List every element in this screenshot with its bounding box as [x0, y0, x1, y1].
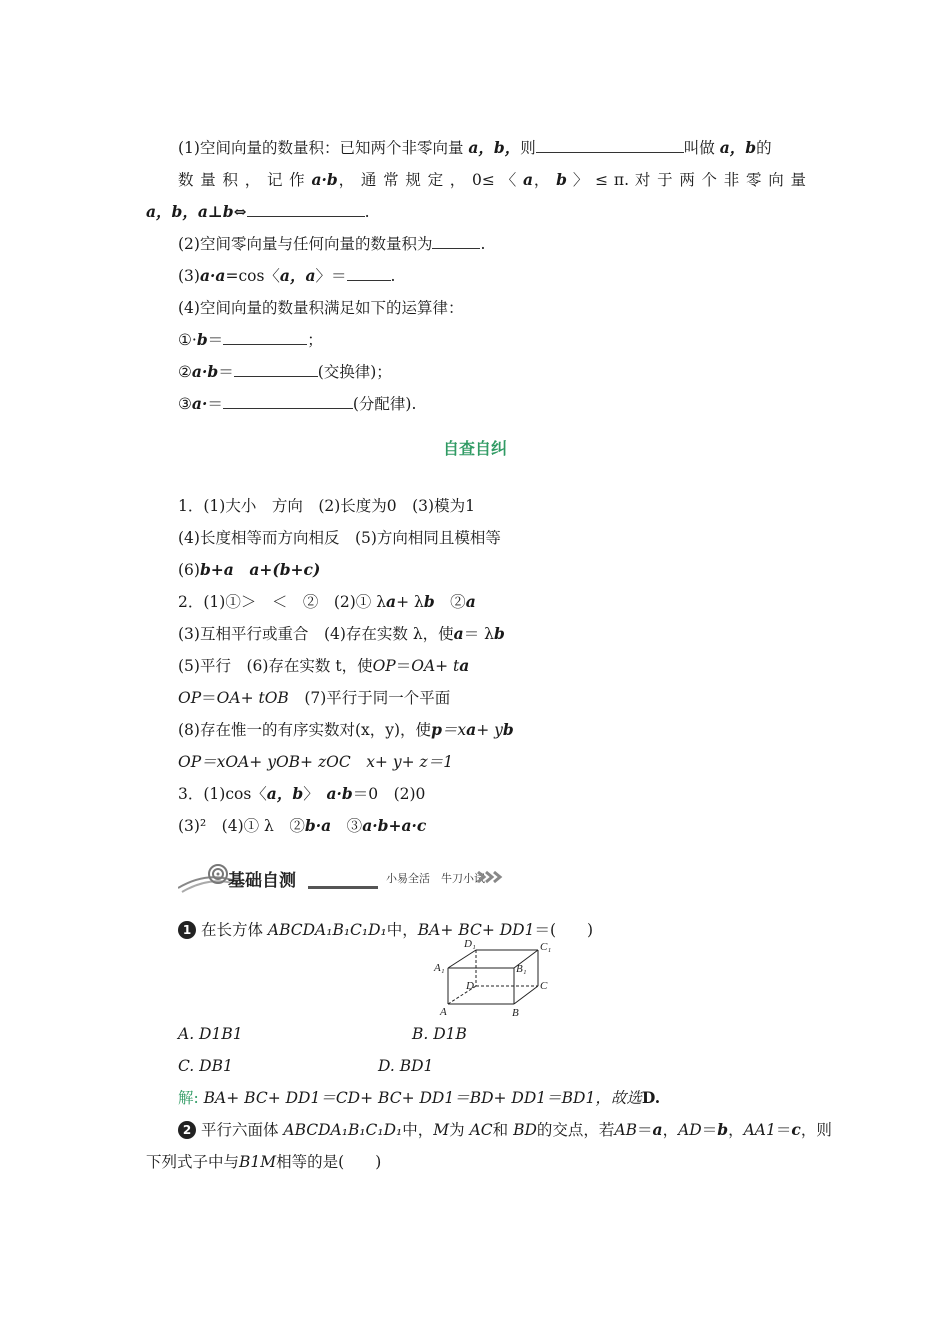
answer-line: 1．(1)大小 方向 (2)长度为0 (3)模为1 — [178, 497, 475, 515]
text: 平行六面体 — [200, 1121, 284, 1139]
text: AA1 — [743, 1121, 776, 1139]
text: ＝ — [201, 689, 217, 707]
text: b+a a+(b+c) — [199, 560, 321, 579]
text: ＝x — [441, 721, 467, 739]
text: (8)存在惟一的有序实数对(x，y)，使 — [178, 721, 432, 739]
cuboid-figure — [432, 938, 552, 1020]
text: ； — [307, 331, 323, 349]
concept-line-4 — [178, 234, 485, 254]
text: 中， — [402, 1121, 434, 1139]
option-a[interactable]: A. D1B1 — [178, 1025, 243, 1043]
text: 〉 ≤ π. 对 于 两 个 非 零 向 量 — [567, 171, 807, 189]
text: D. — [641, 1088, 661, 1107]
text: 3．(1)cos〈 — [178, 785, 267, 803]
text: a — [522, 170, 534, 189]
answer-blank[interactable] — [536, 138, 684, 153]
question-2-line-2 — [146, 1152, 381, 1172]
text: . — [390, 267, 396, 285]
answer-line — [178, 784, 425, 804]
text: 为 — [449, 1121, 470, 1139]
text: a，b — [266, 784, 304, 803]
section-banner — [178, 860, 508, 894]
text: a，b，a⊥b⇔ — [146, 202, 247, 221]
text: 数 量 积 ， 记 作 — [178, 171, 312, 189]
text: 的 — [756, 139, 772, 157]
text: ①· — [178, 331, 197, 349]
answer-line — [178, 816, 426, 836]
question-1 — [178, 920, 593, 940]
concept-line-7 — [178, 330, 323, 350]
text: ＝0 (2)0 — [352, 785, 426, 803]
text: a — [652, 1120, 663, 1139]
text: ② — [178, 363, 192, 381]
question-2 — [178, 1120, 832, 1140]
text: ， — [662, 1121, 679, 1139]
text: ， — [728, 1121, 744, 1139]
answer-blank[interactable] — [223, 330, 307, 345]
text: ＝( ) — [534, 921, 594, 939]
text: (5)平行 (6)存在实数 t，使 — [178, 657, 373, 675]
text: ＝ λ — [463, 625, 494, 643]
text: ＝ — [775, 1121, 792, 1139]
text: BD — [513, 1121, 537, 1139]
concept-line-3 — [146, 202, 370, 222]
text: 中， — [386, 921, 418, 939]
text: 〉＝ — [315, 267, 347, 285]
text: b — [556, 170, 568, 189]
text: OP — [372, 657, 396, 675]
text: ② — [434, 593, 466, 611]
label-B: B — [512, 1007, 519, 1019]
text: a — [465, 592, 476, 611]
label-C: C — [540, 980, 548, 992]
text: a，b， — [468, 138, 521, 157]
answer-line — [178, 592, 476, 612]
label-C1: C₁ — [540, 941, 552, 953]
answer-line — [178, 656, 469, 676]
text: . — [364, 203, 370, 221]
text: OA — [216, 689, 241, 707]
text: ABCDA₁B₁C₁D₁ — [283, 1121, 403, 1139]
answer-line — [178, 688, 450, 708]
text: c — [791, 1120, 801, 1139]
text: a，a — [279, 266, 316, 285]
text: (3) — [178, 267, 200, 285]
text: BA+ BC+ DD1 — [417, 921, 535, 939]
text: a — [453, 624, 464, 643]
text: OA — [411, 657, 436, 675]
section-title: 自查自纠 — [442, 439, 507, 458]
question-number: 1 — [178, 921, 196, 939]
text: b·a — [304, 816, 332, 835]
answer-blank[interactable] — [432, 234, 480, 249]
option-c[interactable]: C. DB1 — [178, 1057, 233, 1075]
concept-line-1 — [178, 138, 772, 158]
text: ＝ — [207, 395, 223, 413]
text: 则 — [520, 139, 536, 157]
text: ＝ — [218, 363, 234, 381]
banner-title: 基础自测 — [228, 871, 296, 891]
text: ＝ — [395, 657, 412, 675]
option-d[interactable]: D. BD1 — [378, 1057, 434, 1075]
text: (1)空间向量的数量积：已知两个非零向量 — [178, 139, 469, 157]
text: 叫做 — [683, 139, 720, 157]
text: OP — [178, 689, 202, 707]
text: 相等的是( ) — [276, 1153, 382, 1171]
text: a — [459, 656, 470, 675]
text: BA+ BC+ DD1＝CD+ BC+ DD1＝BD+ DD1＝BD1，故选 — [198, 1089, 642, 1107]
text: a — [386, 592, 397, 611]
text: (3)² (4)① λ ② — [178, 817, 305, 835]
text: + y — [476, 721, 503, 739]
text: 2．(1)①＞ ＜ ② (2)① λ — [178, 593, 387, 611]
label-B1: B₁ — [516, 963, 527, 975]
label-A1: A₁ — [434, 962, 445, 974]
label-D1: D₁ — [464, 938, 476, 950]
answer-line: OP＝xOA+ yOB+ zOC x+ y+ z＝1 — [178, 753, 454, 771]
answer-line — [178, 624, 505, 644]
text: 的交点，若 — [536, 1121, 615, 1139]
answer-line — [178, 720, 514, 740]
text: 在长方体 — [200, 921, 268, 939]
text: a·b — [311, 170, 338, 189]
label-D: D — [466, 980, 474, 992]
text: 下列式子中与 — [146, 1153, 240, 1171]
option-b[interactable]: B. D1B — [412, 1025, 467, 1043]
text: ， — [533, 171, 557, 189]
text: a，b — [719, 138, 757, 157]
text: AC — [469, 1121, 493, 1139]
text: a — [466, 720, 477, 739]
text: + t — [240, 689, 265, 707]
concept-line-8 — [178, 362, 392, 382]
answer-blank[interactable] — [247, 202, 365, 217]
text: (3)互相平行或重合 (4)存在实数 λ，使 — [178, 625, 454, 643]
text: =cos〈 — [225, 267, 280, 285]
text: B1M — [239, 1153, 277, 1171]
text: a·a — [199, 266, 226, 285]
text: + λ — [396, 593, 424, 611]
answer-blank[interactable] — [223, 394, 353, 409]
text: (7)平行于同一个平面 — [288, 689, 451, 707]
answer-line — [178, 560, 320, 580]
text: (6) — [178, 561, 200, 579]
text: . — [480, 235, 486, 253]
text: AD — [678, 1121, 702, 1139]
solution-1 — [178, 1088, 660, 1108]
text: ＝ — [637, 1121, 653, 1139]
text: ，则 — [800, 1121, 832, 1139]
text: ABCDA₁B₁C₁D₁ — [267, 921, 387, 939]
concept-line-9 — [178, 394, 416, 414]
text: a·b — [191, 362, 219, 381]
cuboid-diagram — [432, 938, 552, 1020]
text: b — [493, 624, 505, 643]
text: (2)空间零向量与任何向量的数量积为 — [178, 235, 433, 253]
text: p — [431, 720, 442, 739]
text: b — [196, 330, 208, 349]
answer-blank[interactable] — [234, 362, 318, 377]
text: + t — [435, 657, 460, 675]
text: ＝ — [701, 1121, 718, 1139]
text: b — [423, 592, 435, 611]
text: (交换律)； — [317, 363, 392, 381]
text: b — [717, 1120, 729, 1139]
text: (分配律). — [352, 395, 417, 413]
answer-blank[interactable] — [347, 266, 391, 281]
text: M — [433, 1121, 450, 1139]
solution-label: 解: — [178, 1089, 199, 1107]
text: AB — [614, 1121, 638, 1139]
text: a· — [191, 394, 208, 413]
text: 和 — [492, 1121, 514, 1139]
text: a·b+a·c — [362, 816, 427, 835]
question-number: 2 — [178, 1121, 196, 1139]
answer-line: (4)长度相等而方向相反 (5)方向相同且模相等 — [178, 529, 501, 547]
text: a·b — [326, 784, 353, 803]
concept-line-5 — [178, 266, 395, 286]
text: OB — [264, 689, 289, 707]
text: ③ — [331, 817, 363, 835]
concept-line-2 — [178, 170, 806, 190]
concept-line-6: (4)空间向量的数量积满足如下的运算律： — [178, 299, 464, 317]
label-A: A — [440, 1006, 447, 1018]
text: 〉 — [303, 785, 327, 803]
text: ＝ — [207, 331, 224, 349]
text: ， 通 常 规 定 ， 0≤ 〈 — [337, 171, 523, 189]
banner-subtitle: 小易全活 牛刀小试 — [386, 872, 485, 885]
text: b — [502, 720, 514, 739]
text: ③ — [178, 395, 192, 413]
